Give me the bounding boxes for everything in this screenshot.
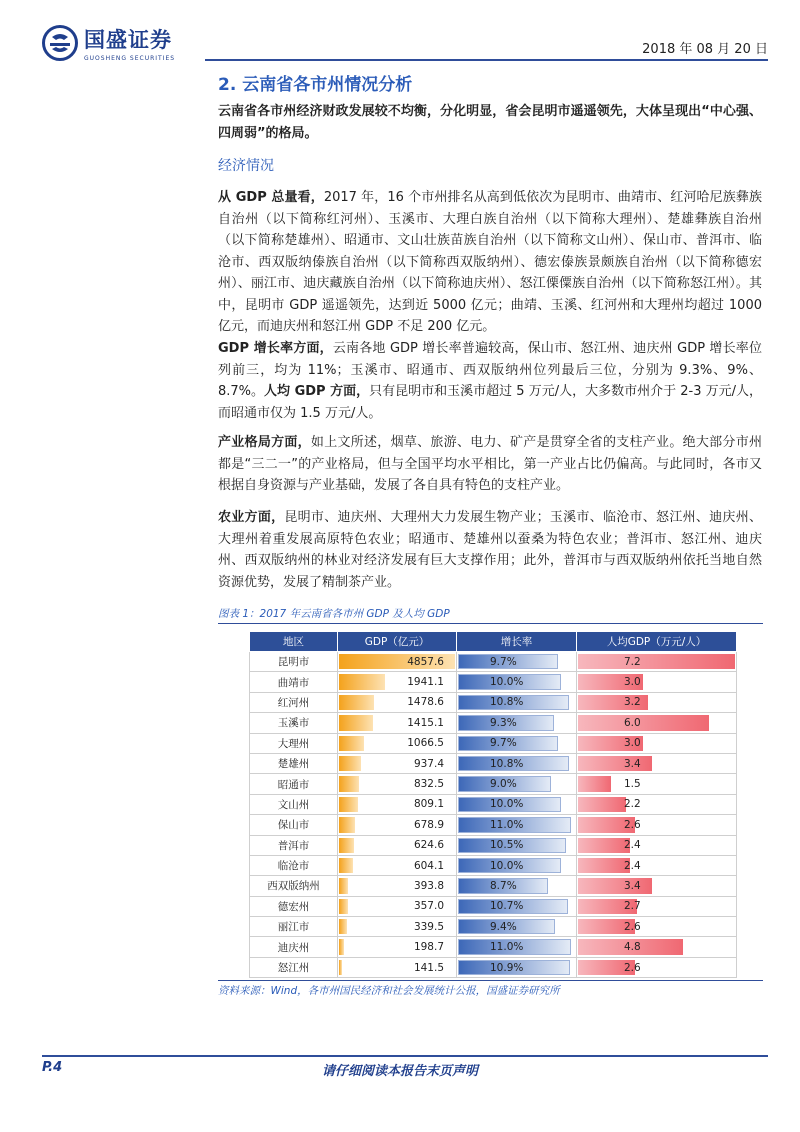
cell-per-capita-value: 3.0 xyxy=(624,676,641,689)
cell-gdp xyxy=(338,896,457,916)
cell-region: 丽江市 xyxy=(250,917,338,937)
cell-region: 昭通市 xyxy=(250,774,338,794)
table-row xyxy=(250,652,737,672)
cell-gdp-value: 624.6 xyxy=(413,839,444,852)
cell-gdp xyxy=(338,652,457,672)
cell-growth xyxy=(457,937,577,957)
cell-gdp-bar xyxy=(339,899,348,914)
cell-growth-value: 9.4% xyxy=(490,920,517,933)
cell-per-capita xyxy=(577,917,737,937)
cell-gdp-value: 4857.6 xyxy=(407,655,444,668)
cell-growth xyxy=(457,794,577,814)
cell-region: 楚雄州 xyxy=(250,753,338,773)
cell-per-capita xyxy=(577,957,737,977)
table-row xyxy=(250,835,737,855)
cell-growth xyxy=(457,815,577,835)
cell-gdp xyxy=(338,733,457,753)
cell-region: 红河州 xyxy=(250,692,338,712)
header-divider xyxy=(205,59,768,61)
report-date: 2018 年 08 月 20 日 xyxy=(642,42,768,57)
cell-growth xyxy=(457,896,577,916)
paragraph-per-capita-body: 只有昆明市和玉溪市超过 5 万元/人，大多数市州介于 2-3 万元/人，而昭通市仅为 1.5 万元/人。 xyxy=(218,384,763,421)
cell-growth-value: 10.5% xyxy=(490,839,524,852)
cell-gdp xyxy=(338,835,457,855)
cell-growth-value: 9.0% xyxy=(490,778,517,791)
caption-divider xyxy=(218,623,763,624)
cell-growth-value: 10.9% xyxy=(490,961,524,974)
table-header-row xyxy=(250,632,737,652)
cell-gdp xyxy=(338,774,457,794)
cell-gdp-bar xyxy=(339,736,364,751)
table-body xyxy=(250,652,737,978)
cell-region: 临沧市 xyxy=(250,855,338,875)
cell-gdp xyxy=(338,815,457,835)
cell-gdp xyxy=(338,937,457,957)
cell-gdp-bar xyxy=(339,776,359,791)
footer-disclaimer: 请仔细阅读本报告末页声明 xyxy=(321,1064,478,1079)
table-row xyxy=(250,733,737,753)
cell-gdp xyxy=(338,713,457,733)
cell-per-capita-value: 2.6 xyxy=(624,920,641,933)
cell-gdp-value: 937.4 xyxy=(413,757,444,770)
cell-growth xyxy=(457,713,577,733)
cell-gdp xyxy=(338,794,457,814)
cell-region: 文山州 xyxy=(250,794,338,814)
gdp-table xyxy=(249,631,737,978)
table-row xyxy=(250,896,737,916)
paragraph-gdp-total-body: 2017 年，16 个市州排名从高到低依次为昆明市、曲靖市、红河哈尼族彝族自治州（以下简称红河州）、玉溪市、大理白族自治州（以下简称大理州）、楚雄彝族自治州（以下简称楚雄州）、昭通市、文山壮族苗族自治州（以下简称文山州）、保山市、普洱市、临沧市、西双版纳傣族自治州（以下简称西双版纳州）、德宏傣族景颇族自治州（以下简称德宏州）、丽江市、迪庆藏族自治州（以下简称迪庆州）、怒江傈僳族自治州（以下简称怒江州）。其中，昆明市 GDP 遥遥领先，达到近 5000 亿元；曲靖、玉溪、红河州和大理州均超过 1000 亿元，而迪庆州和怒江州 GDP 不足 200 亿元。 xyxy=(218,190,762,334)
brand-name: 国盛证券 xyxy=(84,28,172,52)
cell-growth xyxy=(457,672,577,692)
cell-per-capita-value: 3.4 xyxy=(624,757,641,770)
table-row xyxy=(250,876,737,896)
cell-per-capita xyxy=(577,692,737,712)
table-row xyxy=(250,692,737,712)
footer-divider xyxy=(42,1055,768,1057)
cell-per-capita-bar xyxy=(578,654,735,669)
cell-per-capita-bar xyxy=(578,776,611,791)
cell-per-capita xyxy=(577,794,737,814)
cell-gdp-value: 141.5 xyxy=(413,961,444,974)
cell-gdp-value: 604.1 xyxy=(413,859,444,872)
paragraph-gdp-growth-body: 云南各地 GDP 增长率普遍较高，保山市、怒江州、迪庆州 GDP 增长率位列前三，均为 11%；玉溪市、昭通市、西双版纳州位列最后三位，分别为 9.3%、9%、8.7%。 xyxy=(218,341,762,399)
cell-growth-value: 10.0% xyxy=(490,798,524,811)
cell-growth xyxy=(457,855,577,875)
paragraph-agriculture xyxy=(218,507,762,593)
cell-per-capita-bar xyxy=(578,715,709,730)
cell-growth xyxy=(457,835,577,855)
cell-region: 德宏州 xyxy=(250,896,338,916)
cell-per-capita-bar xyxy=(578,797,626,812)
table-row xyxy=(250,957,737,977)
cell-gdp xyxy=(338,753,457,773)
cell-growth-value: 11.0% xyxy=(490,818,524,831)
header-region: 地区 xyxy=(250,632,338,652)
cell-per-capita-value: 2.4 xyxy=(624,839,641,852)
cell-per-capita xyxy=(577,713,737,733)
cell-per-capita-bar xyxy=(578,838,630,853)
cell-region: 昆明市 xyxy=(250,652,338,672)
cell-region: 西双版纳州 xyxy=(250,876,338,896)
brand-name-en: GUOSHENG SECURITIES xyxy=(84,55,176,62)
cell-gdp xyxy=(338,957,457,977)
page-number: P.4 xyxy=(42,1060,63,1075)
cell-gdp-bar xyxy=(339,878,348,893)
cell-growth-value: 10.8% xyxy=(490,696,524,709)
table-row xyxy=(250,855,737,875)
table-row xyxy=(250,713,737,733)
cell-growth-value: 10.0% xyxy=(490,676,524,689)
table-row xyxy=(250,672,737,692)
cell-per-capita-value: 3.2 xyxy=(624,696,641,709)
cell-per-capita xyxy=(577,815,737,835)
cell-region: 玉溪市 xyxy=(250,713,338,733)
cell-per-capita-value: 2.6 xyxy=(624,818,641,831)
cell-gdp-bar xyxy=(339,674,385,689)
cell-growth xyxy=(457,652,577,672)
paragraph-gdp-growth xyxy=(218,338,762,424)
cell-gdp-bar xyxy=(339,838,354,853)
cell-gdp xyxy=(338,672,457,692)
cell-region: 大理州 xyxy=(250,733,338,753)
cell-gdp-value: 1941.1 xyxy=(407,676,444,689)
source-divider xyxy=(218,980,763,981)
cell-gdp-bar xyxy=(339,756,361,771)
cell-growth-value: 8.7% xyxy=(490,879,517,892)
cell-gdp-bar xyxy=(339,715,373,730)
page-header xyxy=(0,0,800,68)
cell-gdp-value: 832.5 xyxy=(413,778,444,791)
guosheng-logo-icon xyxy=(42,25,78,61)
cell-gdp-value: 357.0 xyxy=(413,900,444,913)
section-summary: 云南省各市州经济财政发展较不均衡，分化明显，省会昆明市遥遥领先，大体呈现出“中心强、四周弱”的格局。 xyxy=(218,104,762,141)
cell-gdp-value: 1066.5 xyxy=(407,737,444,750)
section-title: 2. 云南省各市州情况分析 xyxy=(218,75,413,95)
cell-per-capita xyxy=(577,672,737,692)
subheading-economy: 经济情况 xyxy=(218,158,274,174)
cell-gdp-bar xyxy=(339,919,347,934)
cell-per-capita-bar xyxy=(578,756,652,771)
cell-per-capita-value: 6.0 xyxy=(624,716,641,729)
cell-per-capita xyxy=(577,835,737,855)
cell-per-capita-value: 3.0 xyxy=(624,737,641,750)
cell-per-capita-value: 7.2 xyxy=(624,655,641,668)
header-per-capita: 人均GDP（万元/人） xyxy=(577,632,737,652)
cell-per-capita xyxy=(577,753,737,773)
cell-per-capita xyxy=(577,652,737,672)
cell-per-capita-value: 2.7 xyxy=(624,900,641,913)
cell-gdp-value: 198.7 xyxy=(413,941,444,954)
cell-region: 怒江州 xyxy=(250,957,338,977)
cell-growth xyxy=(457,692,577,712)
paragraph-gdp-growth-lead: GDP 增长率方面， xyxy=(218,341,333,356)
cell-growth-value: 10.8% xyxy=(490,757,524,770)
brand-logo xyxy=(42,24,175,62)
cell-gdp-bar xyxy=(339,817,355,832)
cell-gdp-value: 1478.6 xyxy=(407,696,444,709)
table-row xyxy=(250,937,737,957)
cell-gdp xyxy=(338,855,457,875)
cell-gdp-bar xyxy=(339,939,344,954)
paragraph-industry-lead: 产业格局方面， xyxy=(218,435,311,450)
cell-growth-value: 9.7% xyxy=(490,655,517,668)
cell-growth xyxy=(457,876,577,896)
cell-growth-value: 11.0% xyxy=(490,941,524,954)
cell-gdp-bar xyxy=(339,960,342,975)
cell-region: 曲靖市 xyxy=(250,672,338,692)
cell-per-capita xyxy=(577,855,737,875)
cell-gdp xyxy=(338,876,457,896)
header-growth: 增长率 xyxy=(457,632,577,652)
table-row xyxy=(250,815,737,835)
cell-gdp-bar xyxy=(339,797,358,812)
figure-caption: 图表 1：2017 年云南省各市州 GDP 及人均 GDP xyxy=(218,608,450,620)
cell-growth xyxy=(457,774,577,794)
cell-per-capita-bar xyxy=(578,858,630,873)
paragraph-agriculture-body: 昆明市、迪庆州、大理州大力发展生物产业；玉溪市、临沧市、怒江州、迪庆州、大理州着重发展高原特色农业；昭通市、楚雄州以蚕桑为特色农业；普洱市、怒江州、迪庆州、西双版纳州的林业对经济发展有巨大支撑作用；此外，普洱市与西双版纳州依托当地自然资源优势，发展了精制茶产业。 xyxy=(218,510,762,590)
cell-gdp-bar xyxy=(339,695,374,710)
header-gdp: GDP（亿元） xyxy=(338,632,457,652)
table-row xyxy=(250,794,737,814)
cell-growth-value: 9.7% xyxy=(490,737,517,750)
cell-gdp-value: 1415.1 xyxy=(407,716,444,729)
cell-growth-value: 10.0% xyxy=(490,859,524,872)
table-row xyxy=(250,917,737,937)
paragraph-gdp-total-lead: 从 GDP 总量看， xyxy=(218,190,324,205)
cell-per-capita xyxy=(577,896,737,916)
cell-gdp-value: 809.1 xyxy=(413,798,444,811)
cell-per-capita-value: 3.4 xyxy=(624,879,641,892)
cell-growth-value: 9.3% xyxy=(490,716,517,729)
table-row xyxy=(250,774,737,794)
cell-growth xyxy=(457,917,577,937)
paragraph-per-capita-lead: 人均 GDP 方面， xyxy=(264,384,370,399)
cell-region: 普洱市 xyxy=(250,835,338,855)
cell-per-capita-bar xyxy=(578,878,652,893)
paragraph-agriculture-lead: 农业方面， xyxy=(218,510,285,525)
cell-gdp xyxy=(338,692,457,712)
cell-region: 保山市 xyxy=(250,815,338,835)
cell-per-capita xyxy=(577,876,737,896)
cell-gdp-bar xyxy=(339,858,353,873)
cell-per-capita xyxy=(577,937,737,957)
cell-gdp-value: 678.9 xyxy=(413,818,444,831)
cell-growth xyxy=(457,733,577,753)
table-row xyxy=(250,753,737,773)
cell-per-capita-value: 2.6 xyxy=(624,961,641,974)
paragraph-industry-body: 如上文所述，烟草、旅游、电力、矿产是贯穿全省的支柱产业。绝大部分市州都是“三二一”的产业格局，但与全国平均水平相比，第一产业占比仍偏高。与此同时，各市又根据自身资源与产业基础，发展了各自具有特色的支柱产业。 xyxy=(218,435,762,493)
cell-per-capita-value: 4.8 xyxy=(624,941,641,954)
cell-per-capita-value: 1.5 xyxy=(624,778,641,791)
cell-gdp-value: 339.5 xyxy=(413,920,444,933)
figure-source: 资料来源：Wind，各市州国民经济和社会发展统计公报，国盛证券研究所 xyxy=(218,985,560,997)
cell-growth xyxy=(457,957,577,977)
paragraph-industry xyxy=(218,432,762,497)
cell-region: 迪庆州 xyxy=(250,937,338,957)
cell-gdp-value: 393.8 xyxy=(413,879,444,892)
cell-per-capita-value: 2.2 xyxy=(624,798,641,811)
cell-per-capita xyxy=(577,733,737,753)
cell-growth xyxy=(457,753,577,773)
cell-gdp xyxy=(338,917,457,937)
cell-per-capita xyxy=(577,774,737,794)
cell-growth-value: 10.7% xyxy=(490,900,524,913)
cell-per-capita-value: 2.4 xyxy=(624,859,641,872)
paragraph-gdp-total xyxy=(218,187,762,338)
